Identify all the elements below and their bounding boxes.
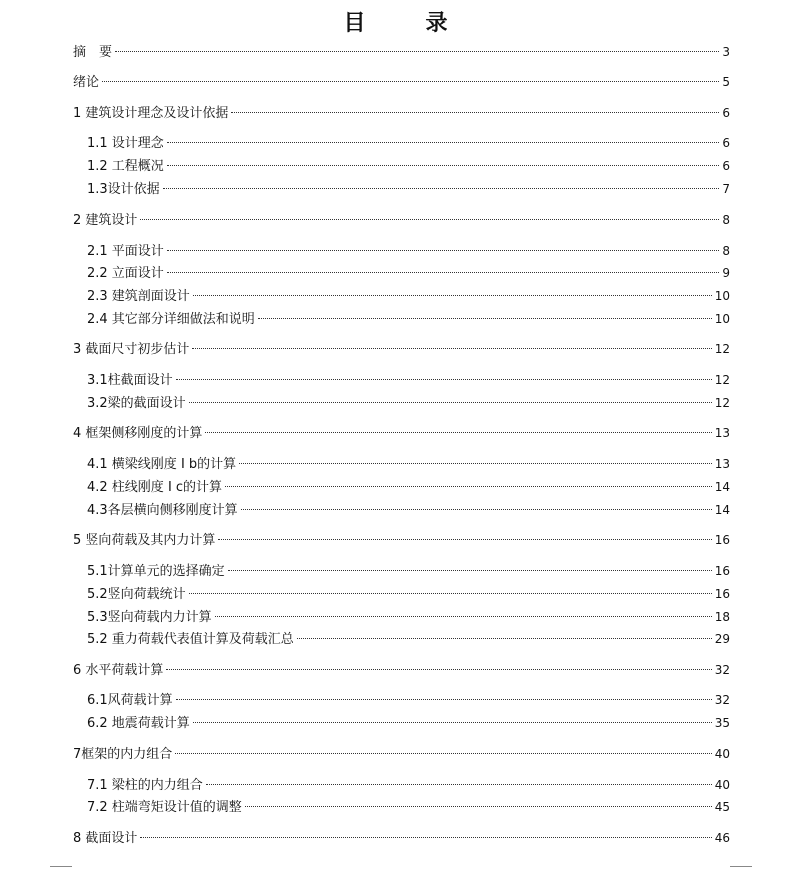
toc-entry[interactable] [87, 713, 730, 733]
toc-leader-dots [192, 348, 711, 349]
toc-entry-page-number: 6 [722, 136, 730, 150]
toc-leader-dots [206, 784, 712, 785]
page-corner-mark-right [730, 866, 752, 867]
toc-entry[interactable] [87, 263, 730, 283]
toc-entry-label: 5.2竖向荷载统计 [87, 587, 186, 602]
toc-entry-label: 7框架的内力组合 [73, 747, 173, 762]
toc-leader-dots [176, 379, 712, 380]
toc-entry-label: 4.2 柱线刚度 I c的计算 [87, 480, 223, 495]
toc-entry-page-number: 29 [714, 632, 730, 646]
toc-entry[interactable] [87, 309, 730, 329]
toc-entry[interactable] [87, 393, 730, 413]
toc-entry[interactable] [87, 690, 730, 710]
toc-entry-page-number: 35 [714, 716, 730, 730]
toc-leader-dots [205, 432, 711, 433]
toc-entry-label: 5.2 重力荷载代表值计算及荷载汇总 [87, 632, 294, 647]
toc-entry-label: 2.2 立面设计 [87, 266, 164, 281]
toc-leader-dots [163, 188, 720, 189]
toc-entry-page-number: 13 [714, 426, 730, 440]
toc-entry[interactable] [87, 241, 730, 261]
toc-leader-dots [176, 699, 712, 700]
toc-leader-dots [140, 837, 711, 838]
toc-entry-page-number: 12 [714, 373, 730, 387]
toc-entry[interactable] [73, 72, 730, 92]
toc-entry-label: 5.1计算单元的选择确定 [87, 564, 225, 579]
toc-entry-label: 5.3竖向荷载内力计算 [87, 610, 212, 625]
toc-entry-page-number: 3 [722, 45, 730, 59]
toc-leader-dots [225, 486, 712, 487]
toc-entry-page-number: 14 [714, 480, 730, 494]
toc-leader-dots [193, 722, 712, 723]
toc-leader-dots [218, 539, 711, 540]
toc-leader-dots [167, 272, 720, 273]
toc-entry-page-number: 40 [714, 747, 730, 761]
toc-leader-dots [297, 638, 712, 639]
toc-entry-page-number: 13 [714, 457, 730, 471]
toc-entry-label: 6 水平荷载计算 [73, 663, 164, 678]
toc-entry-label: 6.2 地震荷载计算 [87, 716, 190, 731]
toc-entry[interactable] [73, 210, 730, 230]
toc-entry-page-number: 40 [714, 778, 730, 792]
toc-entry-label: 绪论 [73, 75, 100, 90]
toc-entry[interactable] [87, 797, 730, 817]
page-title [0, 6, 791, 37]
toc-entry-page-number: 6 [722, 106, 730, 120]
toc-entry[interactable] [73, 828, 730, 848]
toc-entry-label: 4 框架侧移刚度的计算 [73, 426, 203, 441]
toc-entry[interactable] [73, 660, 730, 680]
toc-entry-label: 2.3 建筑剖面设计 [87, 289, 190, 304]
title-char-2: 录 [425, 10, 448, 36]
title-char-1: 目 [343, 10, 366, 36]
toc-entry-page-number: 45 [714, 800, 730, 814]
toc-entry-label: 6.1风荷载计算 [87, 693, 173, 708]
toc-entry-label: 7.1 梁柱的内力组合 [87, 778, 203, 793]
toc-entry[interactable] [87, 133, 730, 153]
toc-entry[interactable] [87, 607, 730, 627]
toc-entry[interactable] [73, 42, 730, 62]
toc-leader-dots [189, 402, 712, 403]
toc-entry-page-number: 46 [714, 831, 730, 845]
toc-leader-dots [239, 463, 712, 464]
toc-entry-label: 1.1 设计理念 [87, 136, 164, 151]
toc-entry-page-number: 16 [714, 533, 730, 547]
toc-entry-label: 2 建筑设计 [73, 213, 138, 228]
toc-entry-page-number: 12 [714, 396, 730, 410]
toc-entry-page-number: 8 [722, 213, 730, 227]
toc-entry[interactable] [87, 477, 730, 497]
toc-leader-dots [193, 295, 712, 296]
toc-leader-dots [215, 616, 712, 617]
toc-leader-dots [231, 112, 719, 113]
toc-leader-dots [189, 593, 712, 594]
toc-entry[interactable] [73, 339, 730, 359]
toc-entry-label: 5 竖向荷载及其内力计算 [73, 533, 216, 548]
toc-leader-dots [167, 165, 720, 166]
toc-entry-label: 4.1 横梁线刚度 I b的计算 [87, 457, 237, 472]
toc-entry-page-number: 6 [722, 159, 730, 173]
toc-entry-label: 1.2 工程概况 [87, 159, 164, 174]
toc-leader-dots [241, 509, 712, 510]
toc-entry-label: 4.3各层横向侧移刚度计算 [87, 503, 238, 518]
toc-leader-dots [102, 81, 719, 82]
toc-leader-dots [228, 570, 712, 571]
toc-entry[interactable] [87, 286, 730, 306]
toc-entry-page-number: 14 [714, 503, 730, 517]
toc-entry-page-number: 7 [722, 182, 730, 196]
toc-entry-label: 2.1 平面设计 [87, 244, 164, 259]
toc-entry-page-number: 16 [714, 587, 730, 601]
toc-entry[interactable] [87, 454, 730, 474]
toc-leader-dots [175, 753, 711, 754]
toc-entry-page-number: 5 [722, 75, 730, 89]
toc-entry-page-number: 8 [722, 244, 730, 258]
toc-entry-label: 摘 要 [73, 45, 113, 60]
toc-entry-page-number: 12 [714, 342, 730, 356]
toc-entry-page-number: 32 [714, 663, 730, 677]
toc-entry-label: 7.2 柱端弯矩设计值的调整 [87, 800, 242, 815]
toc-entry-page-number: 16 [714, 564, 730, 578]
toc-leader-dots [167, 142, 720, 143]
toc-leader-dots [245, 806, 712, 807]
toc-entry[interactable] [87, 179, 730, 199]
toc-entry[interactable] [87, 775, 730, 795]
toc-leader-dots [258, 318, 712, 319]
toc-entry[interactable] [73, 423, 730, 443]
toc-entry-page-number: 10 [714, 312, 730, 326]
toc-entry[interactable] [73, 530, 730, 550]
toc-entry-page-number: 10 [714, 289, 730, 303]
page-corner-mark-left [50, 866, 72, 867]
toc-leader-dots [140, 219, 719, 220]
toc-entry[interactable] [87, 156, 730, 176]
toc-entry[interactable] [87, 629, 730, 649]
toc-entry-page-number: 18 [714, 610, 730, 624]
toc-entry[interactable] [87, 370, 730, 390]
toc-leader-dots [167, 250, 720, 251]
toc-entry-label: 3.1柱截面设计 [87, 373, 173, 388]
toc-entry-label: 8 截面设计 [73, 831, 138, 846]
toc-entry[interactable] [87, 584, 730, 604]
toc-entry-label: 3.2梁的截面设计 [87, 396, 186, 411]
toc-entry[interactable] [87, 561, 730, 581]
toc-entry-label: 1.3设计依据 [87, 182, 160, 197]
toc-entry-page-number: 9 [722, 266, 730, 280]
toc-entry-page-number: 32 [714, 693, 730, 707]
toc-entry[interactable] [73, 103, 730, 123]
toc-leader-dots [166, 669, 711, 670]
toc-entry-label: 2.4 其它部分详细做法和说明 [87, 312, 255, 327]
toc-entry[interactable] [87, 500, 730, 520]
toc-leader-dots [115, 51, 719, 52]
toc-entry-label: 3 截面尺寸初步估计 [73, 342, 190, 357]
toc-entry[interactable] [73, 744, 730, 764]
toc-entry-label: 1 建筑设计理念及设计依据 [73, 106, 229, 121]
